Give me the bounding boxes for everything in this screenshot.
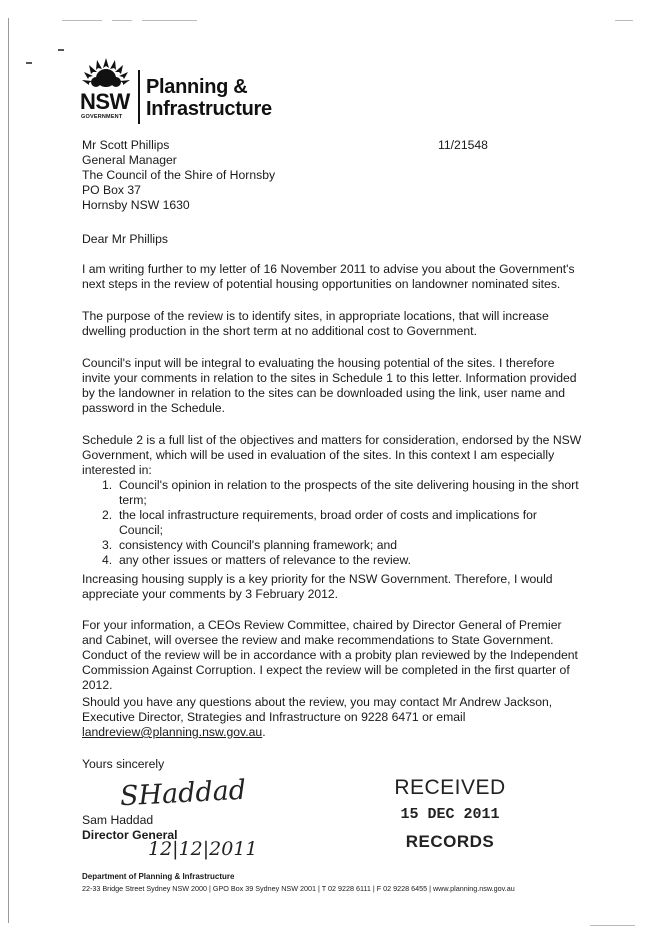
paragraph-1: I am writing further to my letter of 16 November 2011 to advise you about the Government's next steps in the review of potential housing opportunities on landowner nominated sites. xyxy=(82,262,575,291)
scan-dash xyxy=(62,20,102,21)
footer-department: Department of Planning & Infrastructure xyxy=(82,872,235,881)
list-item: 4. any other issues or matters of relevance to the review. xyxy=(102,553,411,567)
handwritten-signature: SHaddad xyxy=(119,774,247,813)
paragraph-6: For your information, a CEOs Review Committee, chaired by Director General of Premier and Cabinet, will oversee the review and make recommendations to State Government. Conduct of the review will be in accordance with a probity plan reviewed by the Independent Commission Against Corruption. I expect the review will be completed in the first quarter of 2012. xyxy=(82,618,578,692)
signatory-title: Director General xyxy=(82,828,178,842)
handwritten-date: 12|12|2011 xyxy=(148,838,258,860)
scan-mark xyxy=(26,62,32,64)
scan-dash xyxy=(590,925,635,926)
scan-dash xyxy=(142,20,197,21)
scan-dash xyxy=(112,20,132,21)
scan-dash xyxy=(615,20,633,21)
received-stamp-date: 15 DEC 2011 xyxy=(400,806,500,823)
signatory-name: Sam Haddad xyxy=(82,813,154,827)
nsw-planning-logo xyxy=(76,56,286,126)
recipient-address xyxy=(82,138,275,213)
logo-divider xyxy=(138,70,140,124)
received-stamp-title: RECEIVED xyxy=(394,776,506,799)
scan-mark xyxy=(58,49,64,51)
paragraph-4: Schedule 2 is a full list of the objectives and matters for consideration, endorsed by the NSW Government, which will be used in evaluation of the sites. In this context I am especially interested in: xyxy=(82,433,582,477)
waratah-icon xyxy=(78,56,134,90)
list-item: 3. consistency with Council's planning framework; and xyxy=(102,538,398,552)
email-link[interactable]: landreview@planning.nsw.gov.au xyxy=(82,725,263,739)
address-line: Hornsby NSW 1630 xyxy=(82,198,190,212)
list-item: 2. the local infrastructure requirements, broad order of costs and implications for Council; xyxy=(102,508,537,537)
logo-dept-line2: Infrastructure xyxy=(146,98,272,120)
address-line: The Council of the Shire of Hornsby xyxy=(82,168,276,182)
list-item: 1. Council's opinion in relation to the prospects of the site delivering housing in the short term; xyxy=(102,478,579,507)
footer-contact-details: 22-33 Bridge Street Sydney NSW 2000 | GPO Box 39 Sydney NSW 2001 | T 02 9228 6111 | F 02 9228 6455 | www.planning.nsw.gov.au xyxy=(82,884,515,893)
paragraph-7: Should you have any questions about the review, you may contact Mr Andrew Jackson, Executive Director, Strategies and Infrastructure on 9228 6471 or email landreview@planning.nsw.gov.au. xyxy=(82,695,553,739)
interest-list xyxy=(82,478,582,568)
address-line: General Manager xyxy=(82,153,177,167)
address-line: PO Box 37 xyxy=(82,183,141,197)
logo-nsw-text: NSW xyxy=(80,89,130,114)
received-stamp-records: RECORDS xyxy=(405,832,495,851)
closing: Yours sincerely xyxy=(82,757,165,771)
paragraph-5: Increasing housing supply is a key priority for the NSW Government. Therefore, I would appreciate your comments by 3 February 2012. xyxy=(82,572,553,601)
reference-number: 11/21548 xyxy=(438,138,488,152)
logo-government-text: GOVERNMENT xyxy=(81,114,123,120)
salutation: Dear Mr Phillips xyxy=(82,232,169,246)
address-line: Mr Scott Phillips xyxy=(82,138,170,152)
paragraph-3: Council's input will be integral to evaluating the housing potential of the sites. I therefore invite your comments in relation to the sites in Schedule 1 to this letter. Information provided by the landowner in relation to the sites can be downloaded using the link, user name and password in the Schedule. xyxy=(82,356,577,415)
scan-edge-line xyxy=(8,18,9,923)
paragraph-2: The purpose of the review is to identify sites, in appropriate locations, that will increase dwelling production in the short term at no additional cost to Government. xyxy=(82,309,549,338)
logo-dept-line1: Planning & xyxy=(146,76,248,98)
